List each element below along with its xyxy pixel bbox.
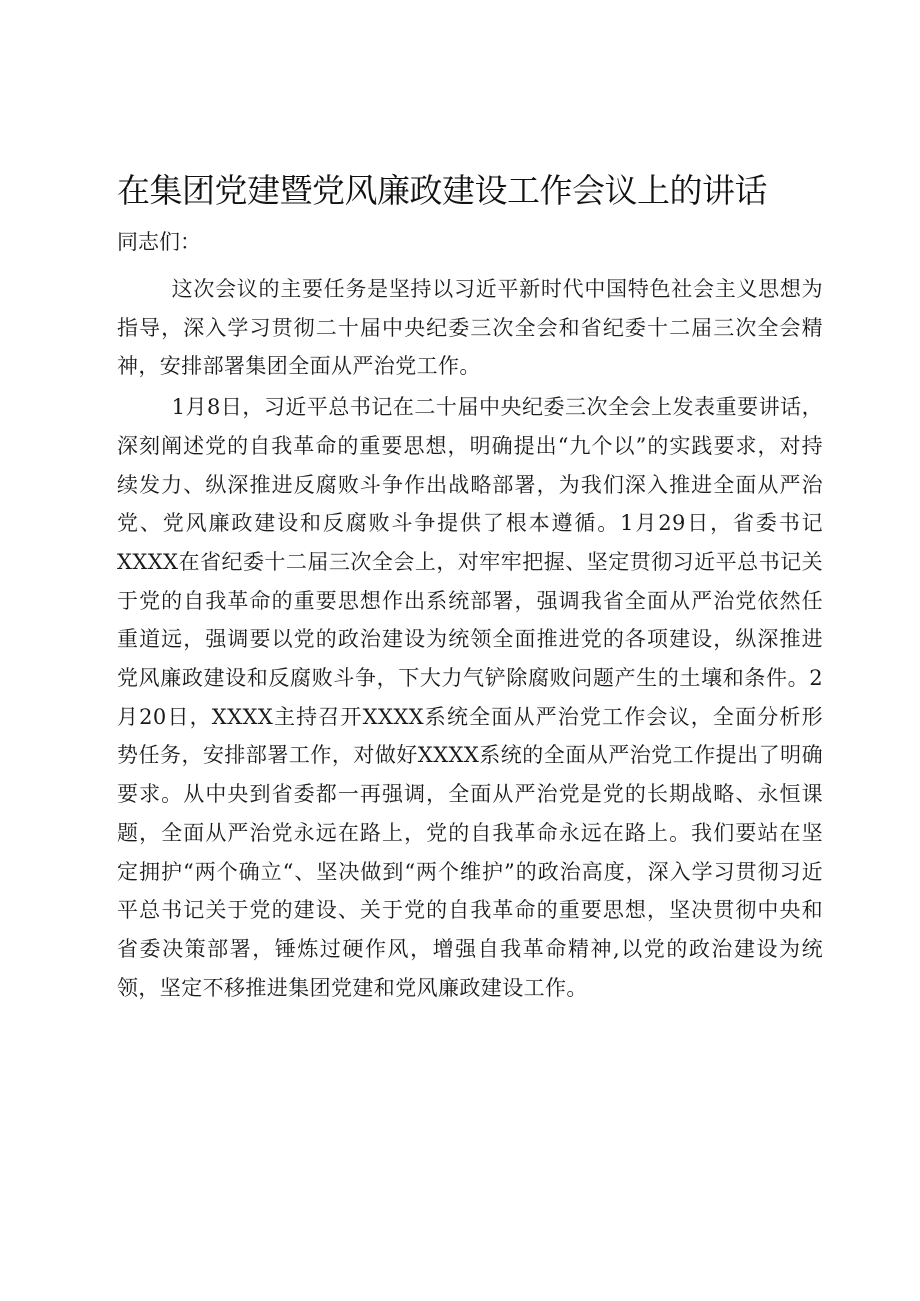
document-body xyxy=(117,168,823,1007)
paragraph-intro: 这次会议的主要任务是坚持以习近平新时代中国特色社会主义思想为指导，深入学习贯彻二十届中央纪委三次全会和省纪委十二届三次全会精神，安排部署集团全面从严治党工作。 xyxy=(117,277,823,379)
salutation: 同志们： xyxy=(117,230,201,254)
document-title: 在集团党建暨党风廉政建设工作会议上的讲话 xyxy=(117,171,767,210)
paragraph-background: 1月8日，习近平总书记在二十届中央纪委三次全会上发表重要讲话，深刻阐述党的自我革命的重要思想，明确提出“九个以”的实践要求，对持续发力、纵深推进反腐败斗争作出战略部署，为我们深入推进全面从严治党、党风廉政建设和反腐败斗争提供了根本遵循。1月29日，省委书记XXXX在省纪委十二届三次全会上，对牢牢把握、坚定贯彻习近平总书记关于党的自我革命的重要思想作出系统部署，强调我省全面从严治党依然任重道远，强调要以党的政治建设为统领全面推进党的各项建设，纵深推进党风廉政建设和反腐败斗争，下大力气铲除腐败问题产生的土壤和条件。2月20日，XXXX主持召开XXXX系统全面从严治党工作会议，全面分析形势任务，安排部署工作，对做好XXXX系统的全面从严治党工作提出了明确要求。从中央到省委都一再强调，全面从严治党是党的长期战略、永恒课题，全面从严治党永远在路上，党的自我革命永远在路上。我们要站在坚定拥护“两个确立“、坚决做到“两个维护”的政治高度，深入学习贯彻习近平总书记关于党的建设、关于党的自我革命的重要思想，坚决贯彻中央和省委决策部署，锤炼过硬作风，增强自我革命精神,以党的政治建设为统领，坚定不移推进集团党建和党风廉政建设工作。 xyxy=(117,395,823,1000)
